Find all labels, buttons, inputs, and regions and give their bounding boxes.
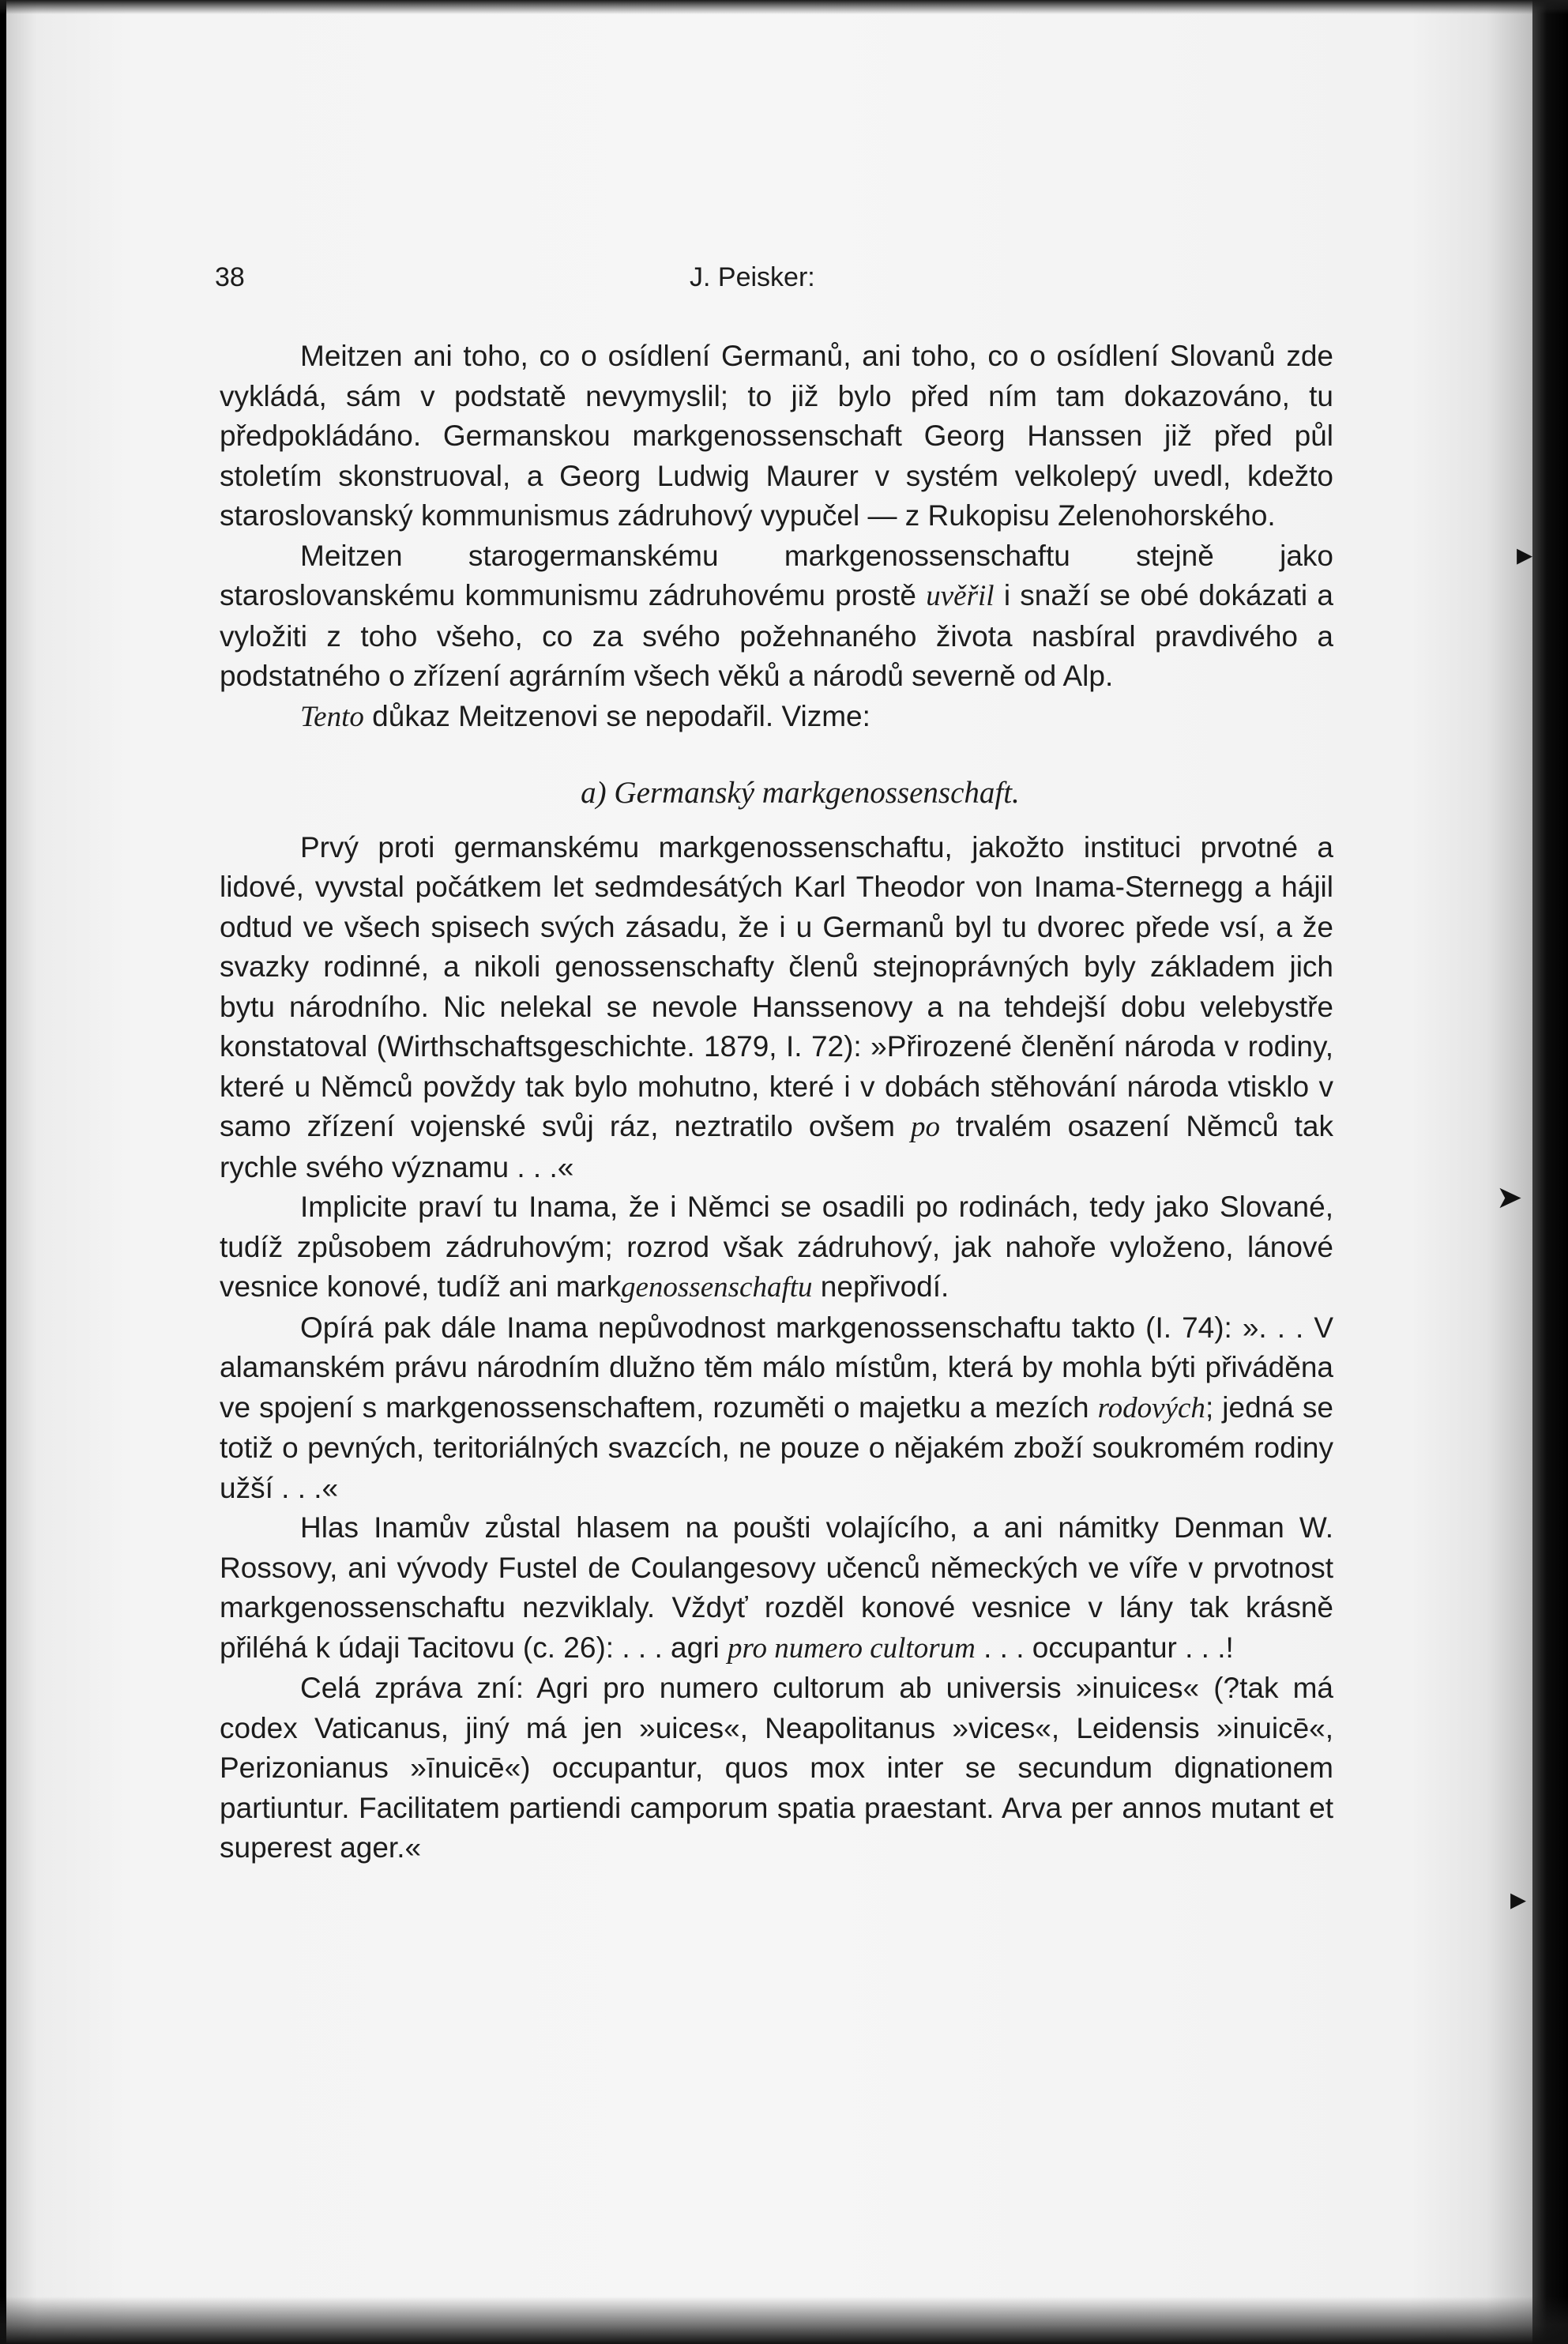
section-heading: a) Germanský markgenossenschaft. — [581, 776, 1020, 810]
paragraph — [220, 1669, 1333, 1868]
paragraph-text: důkaz Meitzenovi se nepodařil. Vizme: — [363, 699, 870, 732]
page-number: 38 — [215, 262, 245, 292]
paragraph-text: nepřivodí. — [812, 1270, 949, 1303]
paragraph — [220, 828, 1333, 1188]
emphasis: genossenschaftu — [620, 1271, 813, 1304]
paragraph-text: Opírá pak dále Inama nepůvodnost markgenossenschaftu takto (I. 74): ». . . V alamanském právu národním dlužno těm málo místům, která by mohla býti přiváděna ve spojení s markgenossenschaftem, rozuměti o majetku a mezích — [220, 1311, 1333, 1424]
paragraph-text: Meitzen ani toho, co o osídlení Germanů, ani toho, co o osídlení Slovanů zde vykládá, sám v podstatě nevymyslil; to již bylo před ním tam dokazováno, tu předpokládáno. Germanskou markgenossenschaft Georg Hanssen již před půl stoletím skonstruoval, a Georg Ludwig Maurer v systém velkolepý uvedl, kdežto staroslovanský kommunismus zádruhový vypučel — z Rukopisu Zelenohorského. — [220, 340, 1333, 532]
margin-mark-arrow: ➤ — [1496, 1180, 1523, 1216]
paragraph-text: Hlas Inamův zůstal hlasem na poušti volajícího, a ani námitky Denman W. Rossovy, ani vývody Fustel de Coulangesovy učenců německých ve víře v prvotnost markgenossenschaftu nezviklaly. Vždyť rozděl konové vesnice v lány tak krásně přiléhá k údaji Tacitovu (c. 26): . . . agri — [220, 1511, 1333, 1664]
running-head — [215, 253, 1333, 300]
emphasis: po — [911, 1111, 941, 1143]
paragraph — [220, 1508, 1333, 1669]
emphasis: pro numero cultorum — [728, 1631, 976, 1665]
paragraph — [220, 697, 1333, 738]
paragraph-text: Implicite praví tu Inama, že i Němci se osadili po rodinách, tedy jako Slované, tudíž způsobem zádruhovým; rozrod však zádruhový, jak nahoře vyloženo, lánové vesnice konové, tudíž ani mark — [220, 1191, 1333, 1303]
running-title: J. Peisker: — [690, 262, 815, 292]
paragraph-text: trvalém osazení Němců tak rychle svého významu . . .« — [220, 1110, 1334, 1183]
paragraph — [220, 337, 1333, 536]
scan-border-right — [1532, 0, 1568, 2344]
paragraph — [220, 1187, 1333, 1308]
paragraph-text: ; jedná se totiž o pevných, teritoriálných svazcích, ne pouze o nějakém zboží soukromém rodiny užší . . .« — [220, 1390, 1334, 1504]
margin-mark-arrow: ▸ — [1517, 536, 1533, 573]
paragraph-text: Meitzen starogermanskému markgenossenschaftu stejně jako staroslovanskému kommunismu zádruhovému prostě — [220, 539, 1333, 611]
emphasis: rodových — [1097, 1391, 1205, 1424]
emphasis: uvěřil — [926, 580, 995, 612]
body-text — [220, 337, 1333, 1868]
emphasis: Tento — [300, 700, 364, 733]
scan-border-top — [0, 0, 1568, 14]
paragraph-text: . . . occupantur . . .! — [975, 1631, 1234, 1664]
paragraph-text: Celá zpráva zní: Agri pro numero cultorum ab universis »inuices« (?tak má codex Vaticanus, jiný má jen »uices«, Neapolitanus »vices«, Leidensis »inuicē«, Perizonianus »īnuicē«) occupantur, quos mox inter se secundum dignationem partiuntur. Facilitatem partiendi camporum spatia praestant. Arva per annos mutant et superest ager.« — [220, 1672, 1333, 1864]
page-content — [215, 253, 1334, 1868]
margin-mark-arrow: ▸ — [1510, 1881, 1527, 1917]
scan-border-bottom — [0, 2297, 1568, 2344]
paragraph — [220, 1308, 1333, 1509]
paragraph-text: Prvý proti germanskému markgenossenschaftu, jakožto instituci prvotné a lidové, vyvstal počátkem let sedmdesátých Karl Theodor von Inama-Sternegg a hájil odtud ve všech spisech svých zásadu, že i u Germanů byl tu dvorec přede vsí, a že svazky rodinné, a nikoli genossenschafty členů stejnoprávných byly základem jich bytu národního. Nic nelekal se nevole Hanssenovy a na tehdejší dobu velebystře konstatoval (Wirthschaftsgeschichte. 1879, I. 72): »Přirozené členění národa v rodiny, které u Němců povždy tak bylo mohutno, které i v dobách stěhování národa vtisklo v samo zřízení vojenské svůj ráz, neztratilo ovšem — [220, 830, 1333, 1142]
paragraph-text: i snaží se obé dokázati a vyložiti z toho všeho, co za svého požehnaného života nasbíral pravdivého a podstatného o zřízení agrárním všech věků a národů severně od Alp. — [220, 579, 1333, 692]
paragraph — [220, 536, 1333, 697]
